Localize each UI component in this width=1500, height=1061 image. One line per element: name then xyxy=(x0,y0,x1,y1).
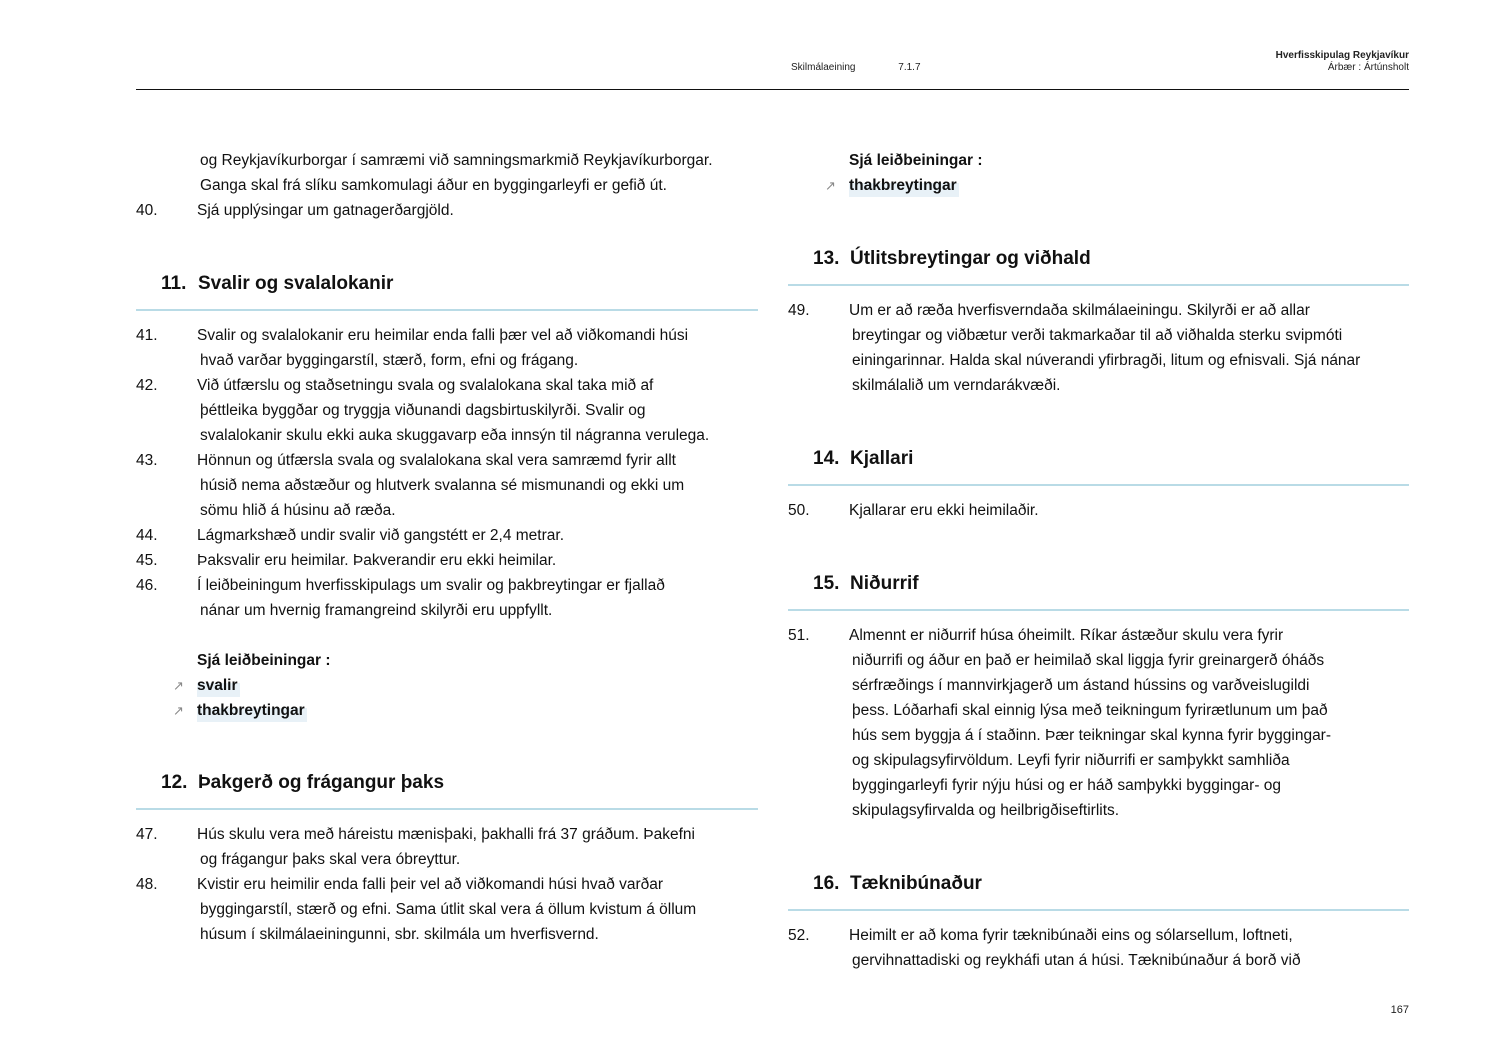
right-column xyxy=(788,148,1409,973)
guidelines-block xyxy=(136,648,758,723)
list-item-51: 51. Almennt er niðurrif húsa óheimilt. Ríkar ástæður skulu vera fyrir niðurrifi og áður en það er heimilað skal liggja fyrir greinargerð óháðs sérfræðings í mannvirkjagerð um ástand hússins og varðveislugildi þess. Lóðarhafi skal einnig lýsa með teikningum fyrirætlunum um það hús sem byggja á í staðinn. Þær teikningar skal kynna fyrir byggingar- og skipulagsyfirvöldum. Leyfi fyrir niðurrifi er samþykkt samhliða byggingarleyfi fyrir nýju húsi og er háð samþykki byggingar- og skipulagsyfirvalda og heilbrigðiseftirlits. xyxy=(788,627,1332,819)
arrow-up-right-icon: ↗ xyxy=(825,178,836,193)
list-item-47: 47. Hús skulu vera með háreistu mænisþaki, þakhalli frá 37 gráðum. Þakefni og frágangur þaks skal vera óbreyttur. xyxy=(136,826,695,868)
guidelines-label: Sjá leiðbeiningar : xyxy=(197,652,331,669)
guideline-link-thakbreytingar[interactable]: ↗ thakbreytingar xyxy=(197,698,758,723)
header-divider xyxy=(136,89,1409,90)
section-label: Skilmálaeining xyxy=(791,62,856,73)
list-item-50: 50. Kjallarar eru ekki heimilaðir. xyxy=(788,502,1039,519)
list-item-44: 44. Lágmarkshæð undir svalir við gangstétt er 2,4 metrar. xyxy=(136,527,565,544)
list-item-42: 42. Við útfærslu og staðsetningu svala og svalalokana skal taka mið af þéttleika byggðar og tryggja viðunandi dagsbirtuskilyrði. Svalir og svalalokanir skulu ekki auka skuggavarp eða innsýn til nágranna verulega. xyxy=(136,377,710,444)
section-heading-13: 13. Útlitsbreytingar og viðhald xyxy=(788,247,1409,286)
section-title: Tæknibúnaður xyxy=(850,873,982,894)
running-header-title xyxy=(1276,50,1409,74)
section-title: Þakgerð og frágangur þaks xyxy=(198,772,445,793)
list-item-43: 43. Hönnun og útfærsla svala og svalalokana skal vera samræmd fyrir allt húsið nema aðstæður og hlutverk svalanna sé mismunandi og ekki um sömu hlið á húsinu að ræða. xyxy=(136,452,685,519)
section-heading-16: 16. Tæknibúnaður xyxy=(788,872,1409,911)
section-title: Kjallari xyxy=(850,448,914,469)
section-heading-15: 15. Niðurrif xyxy=(788,572,1409,611)
section-heading-12: 12. Þakgerð og frágangur þaks xyxy=(136,771,758,810)
arrow-up-right-icon: ↗ xyxy=(173,678,184,693)
left-column xyxy=(136,148,758,947)
list-item-46: 46. Í leiðbeiningum hverfisskipulags um svalir og þakbreytingar er fjallað nánar um hvernig framangreind skilyrði eru uppfyllt. xyxy=(136,577,665,619)
guideline-link-svalir[interactable]: ↗ svalir xyxy=(197,673,758,698)
continued-paragraph: og Reykjavíkurborgar í samræmi við samningsmarkmið Reykjavíkurborgar. Ganga skal frá slíku samkomulagi áður en byggingarleyfi er gefið út. xyxy=(200,152,713,194)
document-subtitle: Árbær : Ártúnsholt xyxy=(1327,62,1409,73)
guidelines-block xyxy=(788,148,1409,198)
list-item-41: 41. Svalir og svalalokanir eru heimilar enda falli þær vel að viðkomandi húsi hvað varðar byggingarstíl, stærð, form, efni og frágang. xyxy=(136,327,689,369)
running-header-section xyxy=(791,62,921,73)
item-number: 40. xyxy=(136,202,158,219)
guidelines-label: Sjá leiðbeiningar : xyxy=(849,152,983,169)
guideline-link-thakbreytingar[interactable]: ↗ thakbreytingar xyxy=(849,173,1409,198)
section-heading-11: 11. Svalir og svalalokanir xyxy=(136,272,758,311)
section-heading-14: 14. Kjallari xyxy=(788,447,1409,486)
section-title: Svalir og svalalokanir xyxy=(198,273,394,294)
list-item-48: 48. Kvistir eru heimilir enda falli þeir vel að viðkomandi húsi hvað varðar byggingarstíl, stærð og efni. Sama útlit skal vera á öllum kvistum á öllum húsum í skilmálaeiningunni, sbr. skilmála um hverfisvernd. xyxy=(136,876,697,943)
list-item-45: 45. Þaksvalir eru heimilar. Þakverandir eru ekki heimilar. xyxy=(136,552,557,569)
list-item-49: 49. Um er að ræða hverfisverndaða skilmálaeiningu. Skilyrði er að allar breytingar og viðbætur verði takmarkaðar til að viðhalda sterku svipmóti einingarinnar. Halda skal núverandi yfirbragði, litum og efnisvali. Sjá nánar skilmálalið um verndarákvæði. xyxy=(788,302,1361,394)
arrow-up-right-icon: ↗ xyxy=(173,703,184,718)
document-title: Hverfisskipulag Reykjavíkur xyxy=(1275,50,1409,61)
section-number: 7.1.7 xyxy=(898,62,921,73)
section-title: Útlitsbreytingar og viðhald xyxy=(850,248,1091,269)
page-number: 167 xyxy=(1390,1004,1409,1016)
section-title: Niðurrif xyxy=(850,573,919,594)
list-item-40: 40. Sjá upplýsingar um gatnagerðargjöld. xyxy=(136,198,758,223)
list-item-52: 52. Heimilt er að koma fyrir tæknibúnaði eins og sólarsellum, loftneti, gervihnattadiski og reykháfi utan á húsi. Tæknibúnaður á borð við xyxy=(788,927,1301,969)
